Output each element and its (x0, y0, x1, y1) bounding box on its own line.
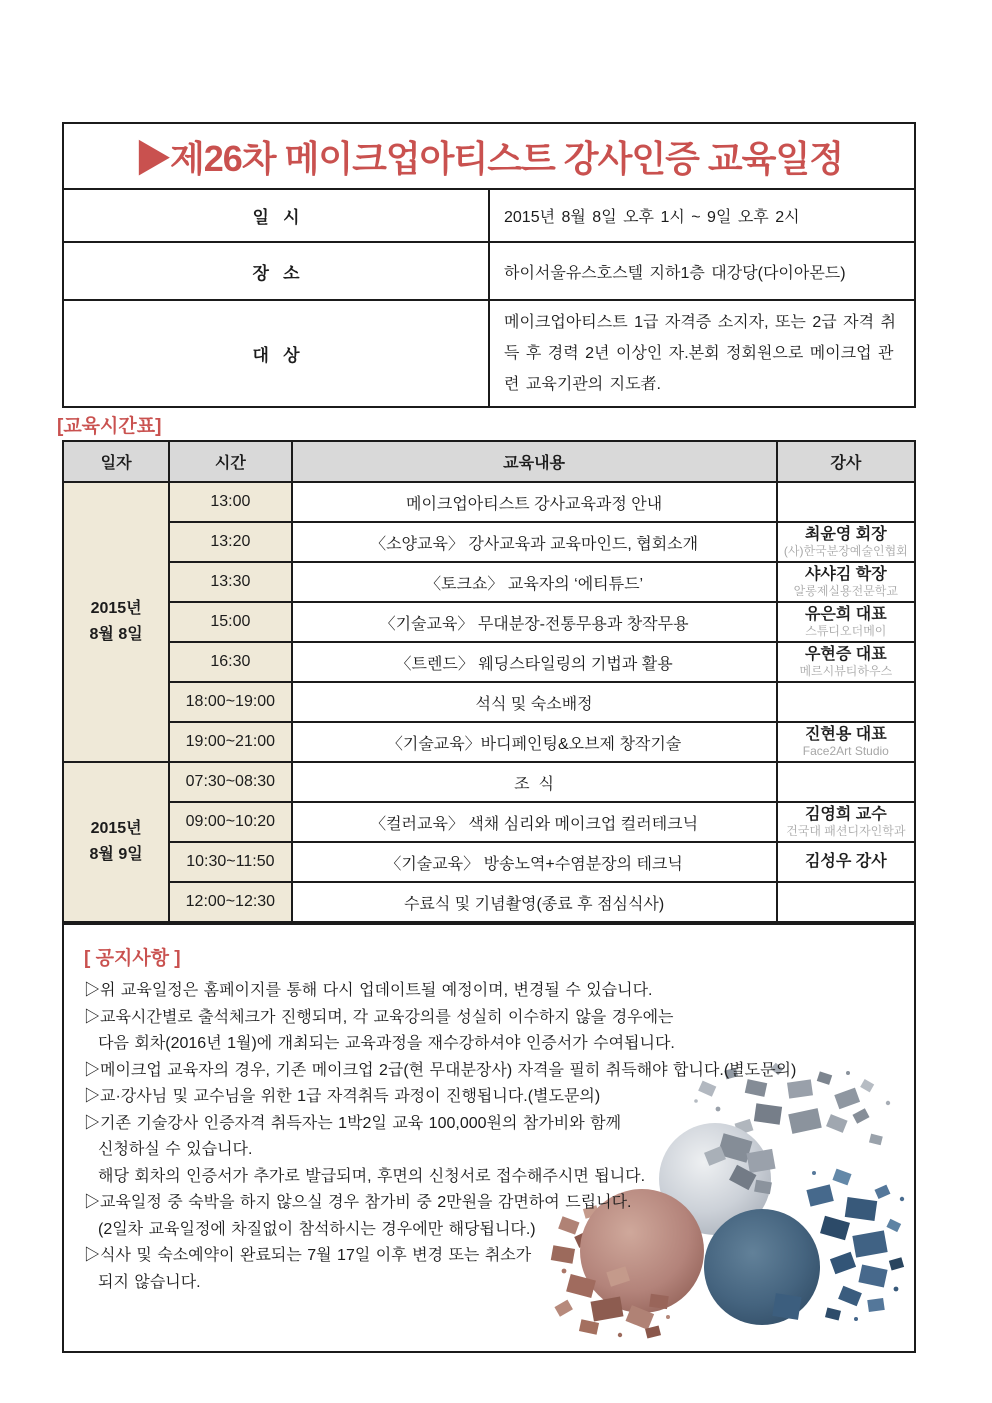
notice-line: ▷교·강사님 및 교수님을 위한 1급 자격취득 과정이 진행됩니다.(별도문의) (84, 1088, 601, 1105)
instructor-cell (777, 522, 915, 562)
instructor-name: 진현용 대표 (804, 726, 887, 743)
content-cell: 〈소양교육〉 강사교육과 교육마인드, 협회소개 (292, 522, 777, 562)
date-line: 8월 8일 (89, 626, 143, 643)
schedule-row (63, 562, 915, 602)
schedule-table (62, 440, 916, 923)
schedule-row (63, 642, 915, 682)
date-cell-day2 (63, 762, 169, 922)
time-cell: 07:30~08:30 (169, 762, 291, 802)
notice-line: ▷메이크업 교육자의 경우, 기존 메이크업 2급(현 무대분장사) 자격을 필히 취득해야 합니다.(별도문의) (84, 1061, 797, 1079)
instructor-name: 우현증 대표 (804, 646, 887, 663)
notice-line: ▷교육시간별로 출석체크가 진행되며, 각 교육강의를 성실히 이수하지 않을 경우에는 (84, 1008, 674, 1026)
title-row (63, 123, 915, 189)
notice-line: 신청하실 수 있습니다. (98, 1141, 253, 1158)
document-body (57, 122, 916, 1353)
timetable-section-label: [교육시간표] (57, 415, 162, 437)
content-cell: 메이크업아티스트 강사교육과정 안내 (292, 482, 777, 522)
header-time: 시간 (169, 441, 291, 482)
date-line: 8월 9일 (89, 846, 143, 863)
time-cell: 13:00 (169, 482, 291, 522)
date-cell-day1 (63, 482, 169, 762)
content-cell: 〈기술교육〉 무대분장-전통무용과 창작무용 (292, 602, 777, 642)
time-cell: 15:00 (169, 602, 291, 642)
instructor-org: Face2Art Studio (802, 744, 889, 758)
info-label-datetime: 일 시 (63, 189, 489, 242)
schedule-row (63, 882, 915, 922)
notice-line: ▷교육일정 중 숙박을 하지 않으실 경우 참가비 중 2만원을 감면하여 드립니다. (84, 1194, 632, 1211)
instructor-cell (777, 602, 915, 642)
date-line: 2015년 (90, 820, 142, 837)
time-cell: 18:00~19:00 (169, 682, 291, 722)
schedule-row (63, 602, 915, 642)
notice-line: ▷식사 및 숙소예약이 완료되는 7월 17일 이후 변경 또는 취소가 (84, 1247, 532, 1264)
instructor-cell (777, 722, 915, 762)
instructor-cell (777, 562, 915, 602)
header-instructor: 강사 (777, 441, 915, 482)
schedule-row (63, 482, 915, 522)
notice-line: ▷위 교육일정은 홈페이지를 통해 다시 업데이트될 예정이며, 변경될 수 있습니다. (84, 982, 653, 999)
schedule-row (63, 762, 915, 802)
notice-heading: [ 공지사항 ] (84, 948, 181, 969)
content-cell: 〈기술교육〉바디페인팅&오브제 창작기술 (292, 722, 777, 762)
time-cell: 16:30 (169, 642, 291, 682)
schedule-row (63, 522, 915, 562)
instructor-cell (777, 882, 915, 922)
notice-box (62, 923, 916, 1353)
header-content: 교육내용 (292, 441, 777, 482)
info-table (62, 122, 916, 408)
info-label-place: 장 소 (63, 242, 489, 300)
notice-line: 되지 않습니다. (98, 1273, 201, 1291)
info-row-target (63, 300, 915, 407)
instructor-org: (사)한국분장예술인협회 (783, 544, 908, 558)
info-row-place (63, 242, 915, 300)
instructor-cell (777, 642, 915, 682)
content-cell: 〈트렌드〉 웨딩스타일링의 기법과 활용 (292, 642, 777, 682)
instructor-cell (777, 682, 915, 722)
instructor-org: 알롱제실용전문학교 (793, 584, 898, 598)
notice-line: 해당 회차의 인증서가 추가로 발급되며, 후면의 신청서로 접수해주시면 됩니다. (98, 1167, 646, 1185)
content-cell: 수료식 및 기념촬영(종료 후 점심식사) (292, 882, 777, 922)
schedule-row (63, 842, 915, 882)
content-cell: 〈컬러교육〉 색채 심리와 메이크업 컬러테크닉 (292, 802, 777, 842)
info-value-place: 하이서울유스호스텔 지하1층 대강당(다이아몬드) (489, 242, 915, 300)
instructor-cell (777, 482, 915, 522)
notice-line: 다음 회차(2016년 1월)에 개최되는 교육과정을 재수강하셔야 인증서가 수여됩니다. (98, 1035, 675, 1052)
info-label-target: 대 상 (63, 300, 489, 407)
time-cell: 09:00~10:20 (169, 802, 291, 842)
content-cell: 조 식 (292, 762, 777, 802)
instructor-name: 최윤영 회장 (804, 526, 887, 543)
schedule-row (63, 802, 915, 842)
date-line: 2015년 (90, 600, 142, 617)
instructor-name: 샤샤김 학장 (804, 566, 887, 583)
instructor-cell (777, 762, 915, 802)
content-cell: 〈기술교육〉 방송노역+수염분장의 테크닉 (292, 842, 777, 882)
instructor-org: 메르시뷰티하우스 (799, 664, 893, 678)
instructor-name: 김영희 교수 (804, 806, 887, 823)
info-value-datetime: 2015년 8월 8일 오후 1시 ~ 9일 오후 2시 (489, 189, 915, 242)
instructor-cell (777, 842, 915, 882)
time-cell: 13:30 (169, 562, 291, 602)
time-cell: 10:30~11:50 (169, 842, 291, 882)
schedule-row (63, 722, 915, 762)
instructor-name: 유은희 대표 (804, 606, 887, 623)
schedule-header-row (63, 441, 915, 482)
instructor-cell (777, 802, 915, 842)
notice-line: (2일차 교육일정에 차질없이 참석하시는 경우에만 해당됩니다.) (98, 1220, 536, 1238)
content-cell: 〈토크쇼〉 교육자의 ‘에티튜드’ (292, 562, 777, 602)
content-cell: 석식 및 숙소배정 (292, 682, 777, 722)
time-cell: 19:00~21:00 (169, 722, 291, 762)
instructor-org: 건국대 패션디자인학과 (786, 824, 906, 838)
time-cell: 13:20 (169, 522, 291, 562)
instructor-org: 스튜디오더메이 (805, 624, 887, 638)
instructor-name: 김성우 강사 (804, 853, 887, 870)
info-value-target: 메이크업아티스트 1급 자격증 소지자, 또는 2급 자격 취득 후 경력 2년 이상인 자.본회 정회원으로 메이크업 관련 교육기관의 지도者. (489, 300, 915, 407)
time-cell: 12:00~12:30 (169, 882, 291, 922)
schedule-row (63, 682, 915, 722)
info-row-datetime (63, 189, 915, 242)
header-date: 일자 (63, 441, 169, 482)
notice-line: ▷기존 기술강사 인증자격 취득자는 1박2일 교육 100,000원의 참가비와 함께 (84, 1114, 622, 1132)
page-title: ▶제26차 메이크업아티스트 강사인증 교육일정 (63, 123, 915, 189)
